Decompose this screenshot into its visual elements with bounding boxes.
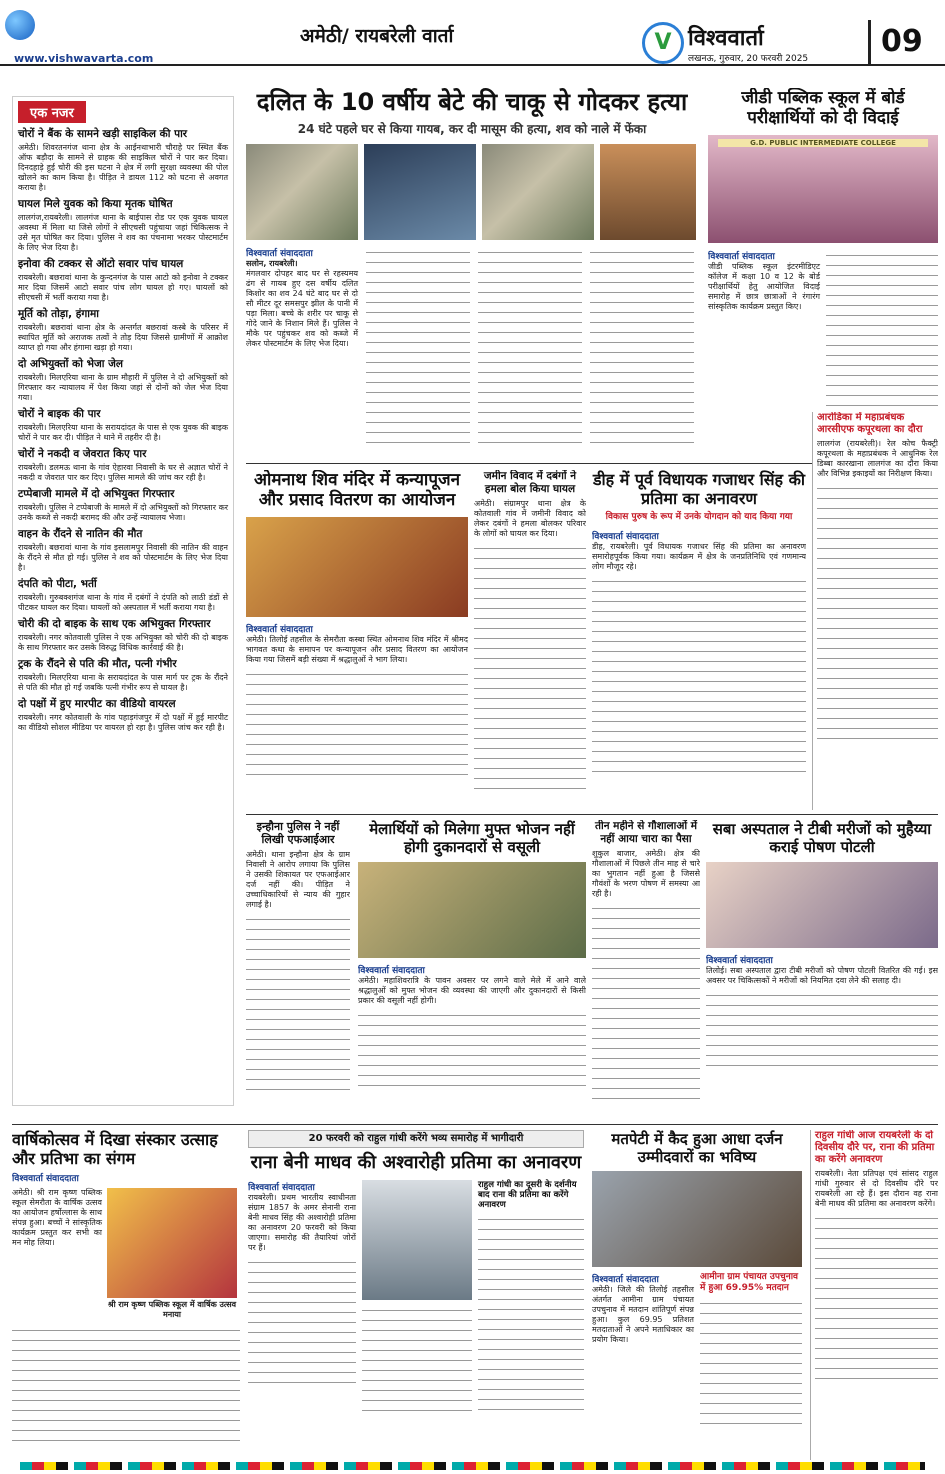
dateline: लखनऊ, गुरुवार, 20 फरवरी 2025 (688, 54, 809, 64)
varshik-story (12, 1130, 240, 1460)
mela-photo (358, 862, 586, 958)
tb-byline: विश्ववार्ता संवाददाता (706, 956, 773, 966)
rana-body: रायबरेली। प्रथम भारतीय स्वाधीनता संग्राम 1857 के अमर सेनानी राना बेनी माधव सिंह की अश्वारोही प्रतिमा का अनावरण 20 फरवरी को किया जाएगा। समारोह की तैयारियां जोरों पर हैं। (248, 1192, 356, 1252)
matpeti-photo (592, 1171, 802, 1267)
jd-text-col-2 (826, 249, 938, 409)
rahul-headline: राहुल गांधी आज रायबरेली के दो दिवसीय दौरे पर, राना की प्रतिमा का करेंगे अनावरण (815, 1130, 935, 1165)
omnath-story (246, 470, 468, 810)
mela-headline: मेलार्थियों को मिलेगा मुफ्त भोजन नहीं होगी दुकानदारों से वसूली (369, 820, 575, 856)
lead-byline: विश्ववार्ता संवाददाता (246, 249, 313, 260)
ek-nazar-column (12, 96, 234, 1106)
jameen-headline: जमीन विवाद में दबंगों ने हमला बोल किया घायल (483, 470, 577, 495)
lead-text-col-3 (478, 246, 582, 446)
gajadhar-kicker: विकास पुरुष के रूप में उनके योगदान को याद किया गया (605, 512, 793, 523)
lead-photo-child (600, 144, 696, 240)
ek-nazar-item-headline: चोरी की दो बाइक के साथ एक अभियुक्त गिरफ्तार (18, 618, 211, 630)
jameen-story (474, 470, 586, 810)
omnath-body: अमेठी। तिलोई तहसील के सेमरौता कस्बा स्थित ओमनाथ शिव मंदिर में श्रीमद भागवत कथा के समापन पर कन्यापूजन और प्रसाद वितरण का आयोजन किया गया जिसमें बड़ी संख्या में श्रद्धालुओं ने भाग लिया। (246, 634, 468, 664)
inhauna-text-more (246, 913, 350, 1093)
jd-school-story (708, 88, 938, 460)
gaushala-headline: तीन महीने से गौशालाओं में नहीं आया चारा का पैसा (595, 820, 697, 845)
varshik-byline: विश्ववार्ता संवाददाता (12, 1174, 79, 1185)
ek-nazar-item-body: अमेठी। शिवरतनगंज थाना क्षेत्र के आईनथाभारी चौराहे पर स्थित बैंक ऑफ बड़ौदा के सामने से ग्राहक की साइकिल चोरों ने पार कर दिया। दिनदहाड़े हुई चोरी की इस घटना ने क्षेत्र में लगी सुरक्षा व्यवस्था की पोल खोलने का काम किया है। पीड़ित ने डायल 112 को घटना से अवगत कराया है। (18, 143, 228, 192)
brand-name: विश्ववार्ता (688, 26, 764, 51)
matpeti-headline: मतपेटी में कैद हुआ आधा दर्जन उम्मीदवारों का भविष्य (611, 1130, 783, 1166)
ek-nazar-item-body: रायबरेली। बछरावां थाना क्षेत्र के अन्तर्गत बछरावां कस्बे के परिसर में स्थापित मूर्ति को अराजक तत्वों ने तोड़ दिया जिससे ग्रामीणों में आक्रोश व्याप्त हो गया और हंगामा खड़ा हो गया। (18, 323, 228, 352)
rcf-headline: आरोडिका में महाप्रबंधक आरसीएफ कपूरथला का दौरा (817, 412, 923, 435)
omnath-headline: ओमनाथ शिव मंदिर में कन्यापूजन और प्रसाद वितरण का आयोजन (253, 470, 461, 511)
lead-photo-crowd (482, 144, 594, 240)
varshik-caption: श्री राम कृष्ण पब्लिक स्कूल में वार्षिक उत्सव मनाया (107, 1300, 237, 1320)
brand-logo-icon: V (642, 22, 684, 64)
mela-byline: विश्ववार्ता संवाददाता (358, 966, 425, 976)
matpeti-body: अमेठी। जिले की तिलोई तहसील अंतर्गत आमीना ग्राम पंचायत उपचुनाव में मतदान शांतिपूर्ण संपन्न हुआ। कुल 69.95 प्रतिशत मतदाताओं ने अपने मताधिकार का प्रयोग किया। (592, 1285, 694, 1344)
rana-headline: राना बेनी माधव की अश्वारोही प्रतिमा का अनावरण (250, 1152, 582, 1173)
ek-nazar-item-headline: टप्पेबाजी मामले में दो अभियुक्त गिरफ्तार (18, 488, 175, 500)
ek-nazar-item-body: रायबरेली। नगर कोतवाली के गांव पहाड़गंजपुर में दो पक्षों में हुई मारपीट का वीडियो सोशल मीडिया पर वायरल हो रहा है। पुलिस जांच कर रही है। (18, 713, 228, 732)
ek-nazar-item-body: रायबरेली। मिलएरिया थाना के सरायदांदत के पास मार्ग पर ट्रक के रौंदने से पति की मौत हो गई जबकि पत्नी गंभीर रूप से घायल है। (18, 673, 228, 692)
varshik-headline: वार्षिकोत्सव में दिखा संस्कार उत्साह और प्रतिभा का संगम (12, 1130, 218, 1169)
tb-body: तिलोई। सबा अस्पताल द्वारा टीबी मरीजों को पोषण पोटली वितरित की गई। इस अवसर पर चिकित्सकों ने मरीजों को नियमित दवा लेने की सलाह दी। (706, 966, 938, 985)
inhauna-story (246, 820, 350, 1120)
rahul-visit-story (810, 1130, 938, 1460)
masthead (0, 0, 945, 66)
omnath-photo (246, 517, 468, 617)
rahul-body: रायबरेली। नेता प्रतिपक्ष एवं सांसद राहुल गांधी गुरुवार से दो दिवसीय दौरे पर रायबरेली आ रहे हैं। इस दौरान वह राना बेनी माधव की प्रतिमा का अनावरण करेंगे। (815, 1169, 938, 1208)
lead-body: मंगलवार दोपहर बाद घर से रहस्यमय ढंग से गायब हुए दस वर्षीय दलित किशोर का शव 24 घंटे बाद घर से दो सौ मीटर दूर समसपुर झील के पानी में पड़ा मिला। बच्चे के शरीर पर चाकू से गोदे जाने के निशान मिले हैं। पुलिस ने मौके पर पहुंचकर शव को कब्जे में लेकर पोस्टमार्टम के लिए भेज दिया। (246, 269, 358, 349)
rana-text-col-2 (362, 1304, 472, 1414)
ek-nazar-item-body: रायबरेली। बछरावां थाना के गांव इसलामपुर निवासी की नातिन की वाहन के रौंदने से मौत हो गई। पुलिस ने शव को पोस्टमार्टम के लिए भेज दिया है। (18, 543, 228, 572)
rahul-text-more (815, 1212, 938, 1382)
tb-story (706, 820, 938, 1120)
omnath-text-more (246, 668, 468, 778)
ek-nazar-item-headline: दंपति को पीटा, भर्ती (18, 578, 97, 590)
ek-nazar-item-body: रायबरेली। डलमऊ थाना के गांव ऐहारवा निवासी के घर से अज्ञात चोरों ने नकदी व जेवरात पार कर दिए। पुलिस मामले की जांच कर रही है। (18, 463, 228, 482)
mela-body: अमेठी। महाशिवरात्रि के पावन अवसर पर लगने वाले मेले में आने वाले श्रद्धालुओं को मुफ्त भोजन की व्यवस्था की जाएगी और दुकानदारों से किसी प्रकार की वसूली नहीं होगी। (358, 976, 586, 1005)
ek-nazar-list (18, 128, 228, 733)
ek-nazar-item-headline: चोरों ने बैंक के सामने खड़ी साइकिल की पार (18, 128, 188, 140)
ek-nazar-item-body: रायबरेली। पुलिस ने टप्पेबाजी के मामले में दो अभियुक्तों को गिरफ्तार कर उनके कब्जे से नकदी बरामद की और उन्हें न्यायालय भेजा। (18, 503, 228, 522)
section-title: अमेठी/ रायबरेली वार्ता (300, 25, 454, 47)
rcf-body: लालगंज (रायबरेली)। रेल कोच फैक्ट्री कपूरथला के महाप्रबंधक ने आधुनिक रेल डिब्बा कारखाना लालगंज का दौरा किया और विभिन्न इकाइयों का निरीक्षण किया। (817, 439, 938, 478)
mela-text-more (358, 1009, 586, 1089)
lead-subheadline: 24 घंटे पहले घर से किया गायब, कर दी मासूम की हत्या, शव को नाले में फेंका (297, 121, 647, 136)
gaushala-body: शुकुल बाजार, अमेठी। क्षेत्र की गौशालाओं में पिछले तीन माह से चारे का भुगतान नहीं हुआ है जिससे गौवंशों के भरण पोषण में समस्या आ रही है। (592, 849, 700, 899)
ek-nazar-item-headline: दो पक्षों में हुए मारपीट का वीडियो वायरल (18, 698, 176, 710)
rana-story (248, 1130, 584, 1460)
ek-nazar-item-headline: दो अभियुक्तों को भेजा जेल (18, 358, 124, 370)
matpeti-story (592, 1130, 802, 1460)
ek-nazar-item-headline: चोरों ने नकदी व जेवरात किए पार (18, 448, 147, 460)
ek-nazar-title: एक नजर (18, 101, 86, 123)
gaushala-story (592, 820, 700, 1120)
color-registration-bar (20, 1462, 925, 1470)
tb-headline: सबा अस्पताल ने टीबी मरीजों को मुहैय्या कराई पोषण पोटली (712, 820, 932, 856)
rcf-text-more (817, 482, 938, 742)
rana-text-more (248, 1256, 356, 1386)
ek-nazar-item-headline: घायल मिले युवक को किया मृतक घोषित (18, 198, 173, 210)
omnath-byline: विश्ववार्ता संवाददाता (246, 624, 313, 635)
website-url[interactable]: www.vishwavarta.com (14, 52, 154, 65)
rana-subhead: राहुल गांधी का दूसरी के दर्शनीय बाद राना की प्रतिमा का करेंगे अनावरण (478, 1179, 577, 1210)
ek-nazar-item-headline: चोरों ने बाइक की पार (18, 408, 101, 420)
ek-nazar-item-body: रायबरेली। मिलएरिया थाना के सरायदांदत के पास से एक युवक की बाइक चोरों ने पार कर दी। पीड़ित ने थाने में तहरीर दी है। (18, 423, 228, 442)
lead-dateline: सलोन, रायबरेली। (246, 259, 298, 269)
jd-body: जीडी पब्लिक स्कूल इंटरमीडिएट कॉलेज में कक्षा 10 व 12 के बोर्ड परीक्षार्थियों हेतु आयोजित विदाई समारोह में छात्र छात्राओं ने रंगारंग सांस्कृतिक कार्यक्रम प्रस्तुत किए। (708, 261, 820, 311)
globe-icon (5, 10, 35, 40)
ek-nazar-item-headline: वाहन के रौंदने से नातिन की मौत (18, 528, 143, 540)
rana-kicker: 20 फरवरी को राहुल गांधी करेंगे भव्य समारोह में भागीदारी (248, 1130, 584, 1148)
jameen-body: अमेठी। संग्रामपुर थाना क्षेत्र के कोतवाली गांव में जमीनी विवाद को लेकर दबंगों ने हमला बोलकर परिवार के लोगों को घायल कर दिया। (474, 499, 586, 539)
varshik-photo (107, 1188, 237, 1298)
lead-story (246, 88, 698, 460)
lead-photo-body (364, 144, 476, 240)
gajadhar-text-more (592, 575, 806, 775)
rana-statue-photo (362, 1180, 472, 1300)
lead-photo-police (246, 144, 358, 240)
matpeti-byline: विश्ववार्ता संवाददाता (592, 1275, 659, 1285)
ek-nazar-item-body: रायबरेली। नगर कोतवाली पुलिस ने एक अभियुक्त को चोरी की दो बाइक के साथ गिरफ्तार कर उसके विरुद्ध विधिक कार्रवाई की है। (18, 633, 228, 652)
varshik-text-more (12, 1324, 240, 1444)
gajadhar-body: डीह, रायबरेली। पूर्व विधायक गजाधर सिंह की प्रतिमा का अनावरण समारोहपूर्वक किया गया। कार्यक्रम में क्षेत्र के जनप्रतिनिधि एवं गणमान्य लोग मौजूद रहे। (592, 542, 806, 572)
inhauna-headline: इन्हौना पुलिस ने नहीं लिखी एफआईआर (256, 820, 340, 847)
lead-headline: दलित के 10 वर्षीय बेटे की चाकू से गोदकर हत्या (256, 88, 688, 116)
ek-nazar-item-body: रायबरेली। मिलएरिया थाना के ग्राम मौहारी में पुलिस ने दो अभियुक्तों को गिरफ्तार कर न्यायालय में पेश किया जहां से दोनों को जेल भेज दिया गया। (18, 373, 228, 402)
ek-nazar-item-body: लालगंज,रायबरेली। लालगंज थाना के बाईपास रोड पर एक युवक घायल अवस्था में मिला था जिसे लोगों ने सीएचसी पहुंचाया जहां चिकित्सक ने उसे मृत घोषित कर दिया। पुलिस ने शव का पंचनामा भरकर पोस्टमार्टम के लिए भेज दिया है। (18, 213, 228, 252)
jd-banner-text: G.D. PUBLIC INTERMEDIATE COLLEGE (718, 139, 928, 147)
ek-nazar-item-body: रायबरेली। गुरुबक्शगंज थाना के गांव में दबंगों ने दंपति को लाठी डंडों से पीटकर घायल कर दिया। घायलों को अस्पताल में भर्ती कराया गया है। (18, 593, 228, 612)
tb-photo (706, 862, 938, 948)
ek-nazar-item-headline: इनोवा की टक्कर से ऑटो सवार पांच घायल (18, 258, 184, 270)
rana-byline: विश्ववार्ता संवाददाता (248, 1182, 315, 1193)
jd-photo (708, 135, 938, 243)
rcf-story (812, 412, 938, 810)
jd-headline: जीडी पब्लिक स्कूल में बोर्ड परीक्षार्थियों को दी विदाई (741, 88, 905, 129)
ek-nazar-item-headline: ट्रक के रौंदने से पति की मौत, पत्नी गंभीर (18, 658, 177, 670)
gajadhar-byline: विश्ववार्ता संवाददाता (592, 532, 659, 543)
mela-story (358, 820, 586, 1120)
inhauna-body: अमेठी। थाना इन्हौना क्षेत्र के ग्राम निवासी ने आरोप लगाया कि पुलिस ने उसकी शिकायत पर एफआईआर दर्ज नहीं की। पीड़ित ने उच्चाधिकारियों से न्याय की गुहार लगाई है। (246, 850, 350, 910)
lead-text-col-4 (590, 246, 694, 446)
jd-byline: विश्ववार्ता संवाददाता (708, 251, 775, 262)
matpeti-text-more (700, 1297, 802, 1427)
page-number: 09 (868, 20, 940, 64)
varshik-body: अमेठी। श्री राम कृष्ण पब्लिक स्कूल सेमरौता के वार्षिक उत्सव का आयोजन हर्षोल्लास के साथ संपन्न हुआ। बच्चों ने सांस्कृतिक कार्यक्रम प्रस्तुत कर सभी का मन मोह लिया। (12, 1188, 102, 1248)
tb-text-more (706, 989, 938, 1069)
jameen-text-more (474, 542, 586, 792)
gajadhar-story (592, 470, 806, 810)
ek-nazar-item-headline: मूर्ति को तोड़ा, हंगामा (18, 308, 99, 320)
matpeti-kicker: आमीना ग्राम पंचायत उपचुनाव में हुआ 69.95% मतदान (700, 1272, 799, 1293)
gaushala-text-more (592, 902, 700, 1102)
rana-text-col-3 (478, 1213, 584, 1413)
lead-text-col-2 (366, 246, 470, 446)
gajadhar-headline: डीह में पूर्व विधायक गजाधर सिंह की प्रतिमा का अनावरण (592, 470, 806, 509)
ek-nazar-item-body: रायबरेली। बछरावां थाना के कुन्दनगंज के पास आटो को इनोवा ने टक्कर मार दिया जिसमें आटो सवार पांच लोग घायल हो गए। घायलों को सीएचसी में भर्ती कराया गया है। (18, 273, 228, 302)
